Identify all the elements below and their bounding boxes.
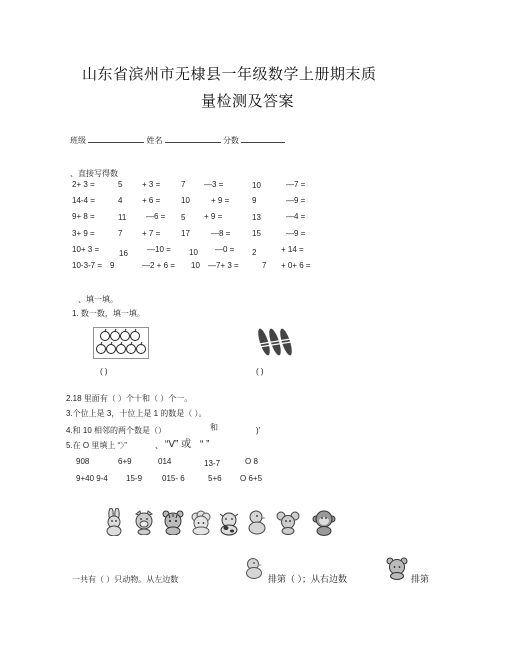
compare-item: 9+40 9-4 bbox=[76, 474, 108, 483]
calc-item: —2 + 6 = bbox=[142, 261, 175, 270]
compare-item: 015- 6 bbox=[162, 474, 185, 483]
calc-item: 17 bbox=[181, 229, 190, 238]
calc-item: + 3 = bbox=[142, 180, 161, 189]
page-title-line2: 量检测及答案 bbox=[201, 93, 295, 110]
calc-item: + 0+ 6 = bbox=[281, 261, 311, 270]
calc-item: 2+ 3 = bbox=[72, 180, 95, 189]
mouse-icon bbox=[275, 509, 301, 535]
calc-item: 10 bbox=[252, 181, 261, 190]
compare-item: 6+9 bbox=[118, 457, 132, 466]
calc-item: + 7 = bbox=[142, 229, 161, 238]
calc-item: 3+ 9 = bbox=[72, 229, 95, 238]
question-4: 4.和 10 相邻的两个数是（） bbox=[66, 426, 167, 435]
calc-item: 2 bbox=[252, 248, 257, 257]
page-title-line1: 山东省滨州市无棣县一年级数学上册期末质 bbox=[82, 66, 377, 83]
answer-paren-right[interactable]: ( ) bbox=[256, 367, 264, 376]
compare-item: 5+6 bbox=[208, 474, 222, 483]
calc-item: 4 bbox=[118, 196, 123, 205]
chick-icon bbox=[245, 508, 269, 536]
compare-item: 908 bbox=[76, 457, 90, 466]
calc-item: 7 bbox=[262, 261, 267, 270]
calc-item: —9 = bbox=[286, 229, 306, 238]
corn-bundles-picture bbox=[256, 325, 294, 359]
sheep-icon bbox=[188, 509, 214, 535]
compare-item: O 6+5 bbox=[240, 474, 263, 483]
calc-item: 11 bbox=[118, 213, 127, 222]
tiger-icon bbox=[160, 509, 186, 535]
animal-count-question: 一共有（ ）只动物。从左边数 bbox=[72, 575, 179, 584]
calc-item: 10-3-7 = bbox=[72, 261, 103, 270]
calc-item: + 6 = bbox=[142, 196, 161, 205]
chick-icon bbox=[243, 556, 265, 580]
calc-item: —3 = bbox=[204, 180, 224, 189]
calc-item: 7 bbox=[181, 180, 186, 189]
section2-heading: 、填一填。 bbox=[78, 295, 118, 304]
calc-item: + 14 = bbox=[281, 245, 304, 254]
question-5-symbol-v: “V” 或 bbox=[165, 439, 192, 450]
section1-heading: 、直接写得数 bbox=[70, 169, 118, 178]
compare-item: O 8 bbox=[245, 457, 258, 466]
question-4-end: )' bbox=[256, 426, 261, 435]
calc-item: + 9 = bbox=[204, 212, 223, 221]
calc-item: 13 bbox=[252, 213, 261, 222]
calc-item: —7+ 3 = bbox=[208, 261, 239, 270]
calc-item: 9+ 8 = bbox=[72, 212, 95, 221]
class-field[interactable] bbox=[88, 134, 144, 143]
name-label: 姓名 bbox=[146, 136, 163, 145]
compare-item: 13-7 bbox=[204, 459, 221, 468]
calc-item: 9 bbox=[252, 196, 257, 205]
calc-item: —6 = bbox=[146, 212, 166, 221]
rabbit-icon bbox=[102, 508, 126, 536]
calc-item: —7 = bbox=[286, 180, 306, 189]
question-5: 5.在 O 里填上 “〉” bbox=[66, 441, 127, 450]
calc-item: 15 bbox=[252, 229, 261, 238]
question-2: 2.18 里面有（ ）个十和（ ）个一。 bbox=[66, 394, 193, 403]
question-4-and: 和 bbox=[210, 423, 218, 432]
question-5-sep: 、 bbox=[155, 441, 163, 450]
calc-item: —0 = bbox=[215, 245, 235, 254]
calc-item: —10 = bbox=[147, 245, 171, 254]
info-row bbox=[70, 134, 285, 145]
compare-item: 15-9 bbox=[126, 474, 143, 483]
animal-position-left: 排第（ ）；从右边数 bbox=[268, 574, 348, 584]
calc-item: 10 bbox=[181, 196, 190, 205]
calc-item: 10 bbox=[191, 261, 200, 270]
cow-icon bbox=[216, 508, 242, 536]
tiger-icon bbox=[385, 556, 409, 580]
calc-item: + 9 = bbox=[211, 196, 230, 205]
calc-item: 5 bbox=[181, 213, 186, 222]
calc-item: 14-4 = bbox=[72, 196, 95, 205]
animal-position-right: 排第 bbox=[411, 574, 430, 584]
calc-item: —9 = bbox=[286, 196, 306, 205]
calc-item: 7 bbox=[118, 229, 123, 238]
apples-picture bbox=[93, 327, 149, 359]
calc-item: —8 = bbox=[211, 229, 231, 238]
answer-paren-left[interactable]: ( ) bbox=[100, 367, 108, 376]
question-1: 1. 数一数，填一填。 bbox=[72, 309, 145, 318]
monkey-icon bbox=[311, 508, 337, 536]
calc-item: —4 = bbox=[286, 212, 306, 221]
question-5-symbol-eq: “ ” bbox=[200, 439, 210, 450]
calc-item: 5 bbox=[118, 180, 123, 189]
calc-item: 16 bbox=[119, 249, 128, 258]
calc-item: 10+ 3 = bbox=[72, 245, 100, 254]
score-field[interactable] bbox=[241, 134, 285, 143]
calc-item: 9 bbox=[110, 261, 115, 270]
calc-item: 10 bbox=[189, 248, 198, 257]
class-label: 班级 bbox=[70, 136, 86, 145]
name-field[interactable] bbox=[165, 134, 221, 143]
compare-item: 014 bbox=[158, 457, 172, 466]
pig-icon bbox=[131, 509, 157, 535]
score-label: 分数 bbox=[222, 136, 239, 145]
question-3: 3.个位上是 3，十位上是 1 的数是（ ）。 bbox=[66, 409, 207, 418]
